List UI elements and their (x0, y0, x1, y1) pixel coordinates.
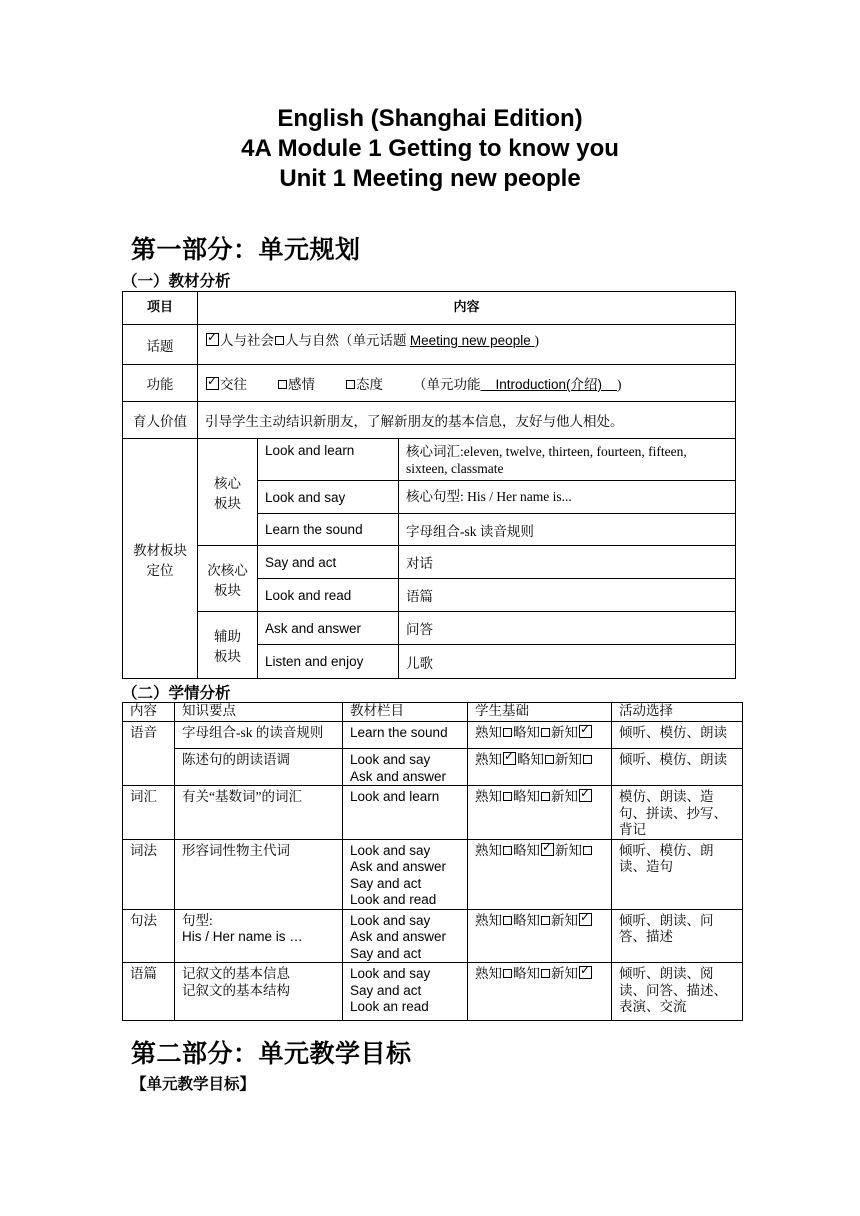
learner-row-morphology (123, 839, 743, 909)
title-line-1: English (Shanghai Edition) (277, 105, 583, 132)
topic-note-suffix: ) (534, 333, 539, 348)
row-activity: 模仿、朗读、造句、拼读、抄写、背记 (612, 786, 743, 840)
status-label: 熟知 (475, 966, 502, 981)
status-label: 略知 (513, 789, 540, 804)
topic-option-society: 人与社会 (220, 333, 274, 348)
row-sections: Look and say Ask and answer (343, 749, 468, 786)
secondary-row-1 (123, 546, 736, 579)
learner-row-vocabulary (123, 786, 743, 840)
status-label: 熟知 (475, 725, 502, 740)
status-label: 略知 (513, 912, 540, 928)
section-name: Look and say (258, 481, 399, 514)
row-status (468, 839, 612, 909)
header-student-base: 学生基础 (468, 703, 612, 722)
header-activity: 活动选择 (612, 703, 743, 722)
unchecked-box-icon (346, 380, 355, 389)
row-point: 字母组合-sk 的读音规则 (175, 722, 343, 749)
row-status (468, 749, 612, 786)
row-sections: Look and say Say and act Look an read (343, 963, 468, 1021)
section-content: 字母组合-sk 读音规则 (399, 514, 736, 546)
section-content: 问答 (399, 612, 736, 645)
textbook-analysis-heading: （一）教材分析 (122, 272, 231, 290)
status-label: 熟知 (475, 789, 502, 804)
unchecked-box-icon (275, 336, 284, 345)
status-label: 略知 (513, 966, 540, 981)
row-activity: 倾听、模仿、朗读 (612, 722, 743, 749)
section-content: 核心词汇:eleven, twelve, thirteen, fourteen, fifteen, sixteen, classmate (399, 439, 736, 481)
checked-box-icon (579, 966, 592, 979)
header-textbook-section: 教材栏目 (343, 703, 468, 722)
table2-header-row (123, 703, 743, 722)
row-point: 形容词性物主代词 (175, 839, 343, 909)
header-content: 内容 (198, 292, 736, 325)
status-label: 新知 (555, 842, 582, 858)
row-activity: 倾听、模仿、朗读、造句 (612, 839, 743, 909)
section-name: Learn the sound (258, 514, 399, 546)
checked-box-icon (579, 789, 592, 802)
row-point: 句型: His / Her name is … (175, 909, 343, 963)
status-label: 新知 (551, 725, 578, 740)
row-status (468, 963, 612, 1021)
row-content: 词法 (123, 839, 175, 909)
header-knowledge-point: 知识要点 (175, 703, 343, 722)
unchecked-box-icon (545, 755, 554, 764)
table1-header-row (123, 292, 736, 325)
row-point: 记叙文的基本信息 记叙文的基本结构 (175, 963, 343, 1021)
row-point: 有关“基数词”的词汇 (175, 786, 343, 840)
learner-row-pronunciation-2 (123, 749, 743, 786)
unchecked-box-icon (541, 916, 550, 925)
section-content: 对话 (399, 546, 736, 579)
function-note-value: Introduction(介绍) (480, 377, 618, 392)
function-row (123, 365, 736, 402)
unchecked-box-icon (503, 846, 512, 855)
function-label: 功能 (123, 365, 198, 402)
row-sections: Look and say Ask and answer Say and act Look and read (343, 839, 468, 909)
unchecked-box-icon (541, 728, 550, 737)
topic-option-nature: 人与自然 (285, 333, 339, 348)
status-label: 新知 (551, 966, 578, 981)
status-label: 熟知 (475, 842, 502, 858)
topic-value (198, 325, 736, 365)
header-content: 内容 (123, 703, 175, 722)
learner-analysis-heading: （二）学情分析 (122, 684, 231, 702)
title-line-2: 4A Module 1 Getting to know you (241, 135, 619, 162)
status-label: 新知 (551, 912, 578, 928)
checked-box-icon (206, 377, 219, 390)
section-content: 语篇 (399, 579, 736, 612)
row-activity: 倾听、朗读、问答、描述 (612, 909, 743, 963)
checked-box-icon (206, 333, 219, 346)
row-sections: Look and say Ask and answer Say and act (343, 909, 468, 963)
status-label: 略知 (517, 752, 544, 767)
row-status (468, 909, 612, 963)
section-content: 核心句型: His / Her name is... (399, 481, 736, 514)
unchecked-box-icon (503, 916, 512, 925)
checked-box-icon (503, 752, 516, 765)
status-label: 新知 (551, 789, 578, 804)
status-label: 熟知 (475, 752, 502, 767)
textbook-analysis-table (122, 291, 736, 679)
unit-goals-heading: 【单元教学目标】 (131, 1075, 256, 1093)
unchecked-box-icon (503, 969, 512, 978)
header-item: 项目 (123, 292, 198, 325)
row-content: 语音 (123, 722, 175, 786)
checked-box-icon (579, 913, 592, 926)
learner-analysis-table (122, 702, 743, 1021)
section-name: Look and learn (258, 439, 399, 481)
function-option-communication: 交往 (220, 377, 247, 392)
unchecked-box-icon (541, 792, 550, 801)
status-label: 新知 (555, 752, 582, 767)
value-text: 引导学生主动结识新朋友，了解新朋友的基本信息，友好与他人相处。 (198, 402, 736, 439)
unchecked-box-icon (583, 755, 592, 764)
row-content: 词汇 (123, 786, 175, 840)
status-label: 略知 (513, 725, 540, 740)
unchecked-box-icon (583, 846, 592, 855)
auxiliary-row-1 (123, 612, 736, 645)
secondary-module-label: 次核心 板块 (198, 546, 258, 612)
section-name: Say and act (258, 546, 399, 579)
topic-note-prefix: （单元话题 (339, 333, 410, 348)
section-content: 儿歌 (399, 645, 736, 679)
row-sections: Learn the sound (343, 722, 468, 749)
value-row (123, 402, 736, 439)
function-option-attitude: 态度 (356, 377, 383, 392)
row-status (468, 786, 612, 840)
function-note-suffix: ) (617, 377, 622, 392)
row-activity: 倾听、朗读、阅读、问答、描述、表演、交流 (612, 963, 743, 1021)
core-row-1 (123, 439, 736, 481)
function-value (198, 365, 736, 402)
topic-note-value: Meeting new people (409, 333, 535, 348)
part2-heading: 第二部分：单元教学目标 (131, 1039, 412, 1068)
learner-row-discourse (123, 963, 743, 1021)
unchecked-box-icon (278, 380, 287, 389)
checked-box-icon (579, 725, 592, 738)
row-sections: Look and learn (343, 786, 468, 840)
positioning-label: 教材板块 定位 (123, 439, 198, 679)
unchecked-box-icon (541, 969, 550, 978)
status-label: 略知 (513, 842, 540, 858)
checked-box-icon (541, 843, 554, 856)
auxiliary-module-label: 辅助 板块 (198, 612, 258, 679)
row-content: 句法 (123, 909, 175, 963)
section-name: Ask and answer (258, 612, 399, 645)
row-activity: 倾听、模仿、朗读 (612, 749, 743, 786)
row-status (468, 722, 612, 749)
row-point: 陈述句的朗读语调 (175, 749, 343, 786)
unchecked-box-icon (503, 792, 512, 801)
core-module-label: 核心 板块 (198, 439, 258, 546)
section-name: Look and read (258, 579, 399, 612)
topic-label: 话题 (123, 325, 198, 365)
status-label: 熟知 (475, 912, 502, 928)
row-content: 语篇 (123, 963, 175, 1021)
function-option-emotion: 感情 (288, 377, 315, 392)
section-name: Listen and enjoy (258, 645, 399, 679)
learner-row-syntax (123, 909, 743, 963)
function-note-prefix: （单元功能 (413, 377, 481, 392)
unchecked-box-icon (503, 728, 512, 737)
topic-row (123, 325, 736, 365)
title-line-3: Unit 1 Meeting new people (279, 165, 581, 192)
learner-row-pronunciation-1 (123, 722, 743, 749)
value-label: 育人价值 (123, 402, 198, 439)
document-title (0, 104, 860, 194)
part1-heading: 第一部分：单元规划 (131, 235, 361, 264)
